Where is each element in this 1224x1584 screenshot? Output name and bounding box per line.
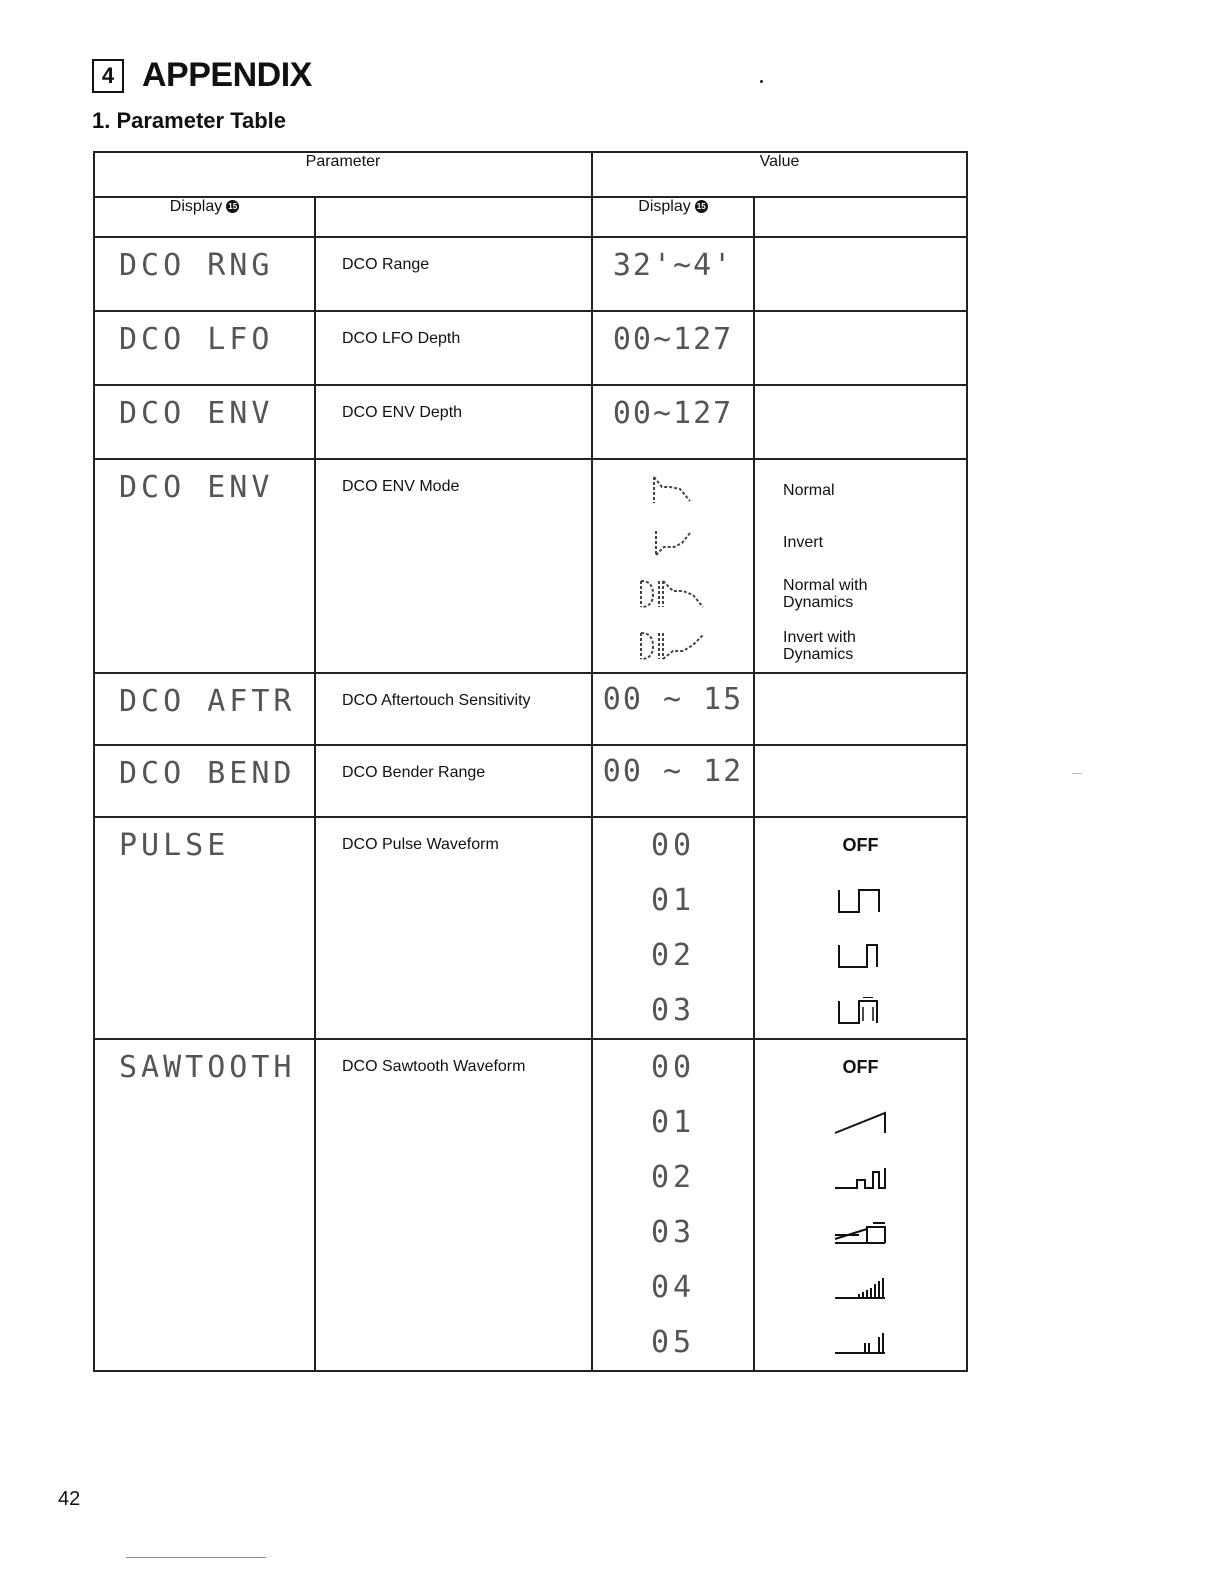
list-item: Normal: [783, 481, 835, 499]
table-row: [94, 745, 967, 817]
list-item: 02: [650, 938, 696, 973]
section-number-box: 4: [92, 59, 124, 93]
page-number: 42: [58, 1488, 81, 1510]
circled-number-icon: 15: [695, 200, 708, 213]
parameter-header: Parameter: [94, 152, 592, 197]
parameter-name-cell: DCO Sawtooth Waveform: [315, 1039, 592, 1371]
lcd-value: 00 ~ 15: [602, 682, 744, 717]
table-row: [94, 311, 967, 385]
value-display-subheader: Display 15: [592, 197, 754, 237]
lcd-display-cell: [94, 311, 315, 385]
value-display-cell: [592, 385, 754, 459]
value-description-cell: [754, 385, 967, 459]
value-description-cell: [754, 237, 967, 311]
lcd-display-cell: [94, 1039, 315, 1371]
table-row: [94, 459, 967, 673]
lcd-display-cell: [94, 459, 315, 673]
value-description-cell: [754, 745, 967, 817]
lcd-value: 32'~4': [612, 248, 734, 283]
lcd-display: DCO ENV: [119, 470, 274, 505]
lcd-display: DCO BEND: [119, 756, 296, 791]
parameter-name-cell: DCO Pulse Waveform: [315, 817, 592, 1039]
lcd-display-cell: [94, 673, 315, 745]
value-display-cell: [592, 817, 754, 1039]
list-item: 01: [650, 1105, 696, 1140]
value-description-cell: [754, 817, 967, 1039]
table-header-row: [94, 152, 967, 197]
sawtooth-wave-3-icon: [755, 1205, 966, 1260]
section-heading: [92, 56, 312, 95]
value-display-cell: [592, 237, 754, 311]
list-item: 03: [650, 1215, 696, 1250]
page-title: APPENDIX: [142, 56, 312, 94]
name-subheader: [315, 197, 592, 237]
footer-rule: [126, 1557, 266, 1558]
pulse-wave-1-icon: [755, 873, 966, 928]
value-display-cell: [592, 1039, 754, 1371]
list-item: Invert with Dynamics: [783, 629, 856, 663]
value-description-cell: [754, 1039, 967, 1371]
value-description-cell: [754, 459, 967, 673]
parameter-name-cell: DCO Aftertouch Sensitivity: [315, 673, 592, 745]
sawtooth-wave-5-icon: [755, 1315, 966, 1370]
lcd-display-cell: [94, 385, 315, 459]
value-display-cell: [592, 311, 754, 385]
pulse-wave-2-icon: [755, 928, 966, 983]
table-row: [94, 817, 967, 1039]
parameter-name-cell: DCO Range: [315, 237, 592, 311]
value-description-cell: [754, 311, 967, 385]
parameter-name-cell: DCO ENV Depth: [315, 385, 592, 459]
table-row: [94, 673, 967, 745]
parameter-name-cell: DCO ENV Mode: [315, 459, 592, 673]
env-normal-dynamics-icon: [593, 568, 753, 620]
sawtooth-wave-4-icon: [755, 1260, 966, 1315]
parameter-name-cell: DCO LFO Depth: [315, 311, 592, 385]
value-display-cell: [592, 745, 754, 817]
lcd-display-cell: [94, 237, 315, 311]
pulse-wave-3-icon: [755, 983, 966, 1038]
env-invert-dynamics-icon: [593, 620, 753, 672]
list-item: 04: [650, 1270, 696, 1305]
lcd-display: DCO LFO: [119, 322, 274, 357]
lcd-display: DCO AFTR: [119, 684, 296, 719]
table-row: [94, 1039, 967, 1371]
table-subheader-row: [94, 197, 967, 237]
lcd-display: DCO RNG: [119, 248, 274, 283]
scan-speck: [760, 80, 763, 83]
list-item: 00: [650, 1050, 696, 1085]
lcd-value: 00~127: [612, 396, 734, 431]
lcd-value: 00 ~ 12: [602, 754, 744, 789]
list-item: 02: [650, 1160, 696, 1195]
list-item: 01: [650, 883, 696, 918]
table-row: [94, 237, 967, 311]
env-normal-icon: [593, 464, 753, 516]
list-item: 05: [650, 1325, 696, 1360]
value-description-cell: [754, 673, 967, 745]
value-display-cell: [592, 673, 754, 745]
table-row: [94, 385, 967, 459]
lcd-display: PULSE: [119, 828, 230, 863]
parameter-name-cell: DCO Bender Range: [315, 745, 592, 817]
lcd-display: SAWTOOTH: [119, 1050, 296, 1085]
sawtooth-wave-2-icon: [755, 1150, 966, 1205]
lcd-value: 00~127: [612, 322, 734, 357]
lcd-display-cell: [94, 745, 315, 817]
parameter-table: [93, 151, 968, 1372]
list-item: Invert: [783, 533, 824, 551]
list-item: 00: [650, 828, 696, 863]
section-subtitle: 1. Parameter Table: [92, 108, 287, 133]
value-description-subheader: [754, 197, 967, 237]
list-item: 03: [650, 993, 696, 1028]
value-header: Value: [592, 152, 967, 197]
lcd-display-cell: [94, 817, 315, 1039]
value-display-cell: [592, 459, 754, 673]
env-invert-icon: [593, 516, 753, 568]
circled-number-icon: 15: [226, 200, 239, 213]
display-subheader: Display 15: [94, 197, 315, 237]
list-item: Normal with Dynamics: [783, 577, 868, 611]
list-item: OFF: [842, 835, 879, 855]
lcd-display: DCO ENV: [119, 396, 274, 431]
list-item: OFF: [842, 1057, 879, 1077]
scan-mark: [1072, 773, 1082, 774]
sawtooth-wave-1-icon: [755, 1095, 966, 1150]
